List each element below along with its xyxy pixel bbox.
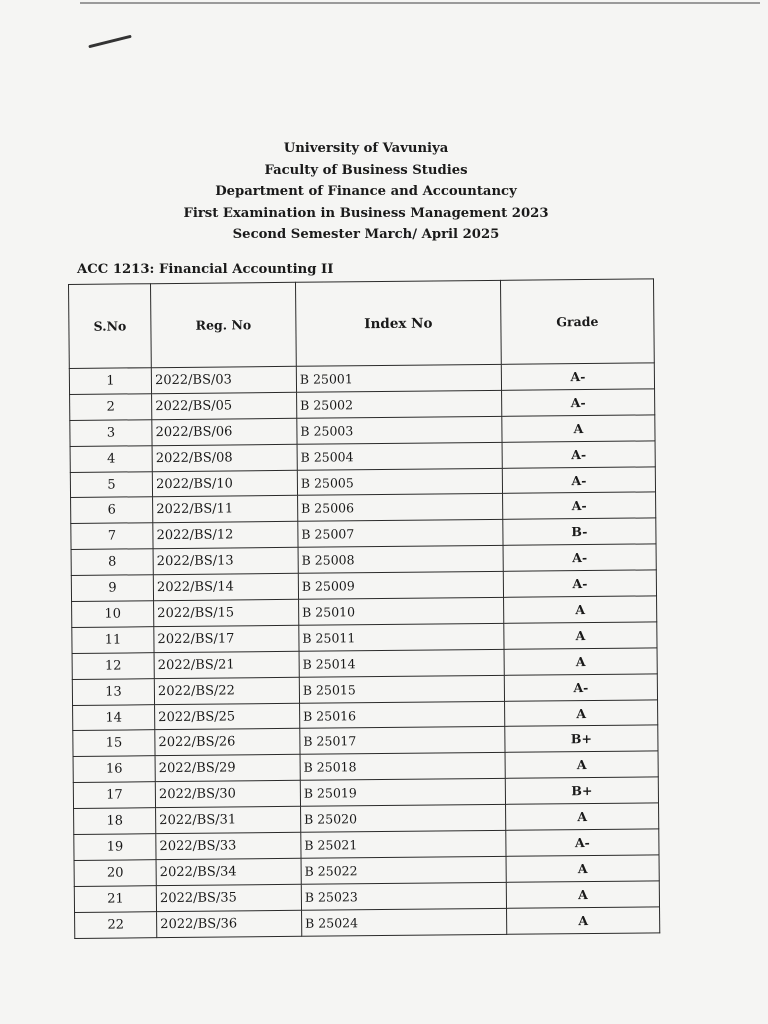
cell-sno: 6: [71, 497, 153, 524]
cell-reg-no: 2022/BS/15: [154, 599, 299, 626]
cell-grade: A: [506, 881, 659, 908]
cell-index-no: B 25003: [297, 416, 502, 444]
cell-reg-no: 2022/BS/05: [152, 392, 297, 419]
cell-index-no: B 25018: [300, 753, 505, 781]
cell-grade: A-: [504, 674, 657, 701]
cell-sno: 12: [72, 652, 154, 679]
cell-index-no: B 25008: [298, 546, 503, 574]
cell-reg-no: 2022/BS/10: [152, 470, 297, 497]
results-body: [69, 363, 659, 938]
cell-grade: B+: [505, 777, 658, 804]
cell-grade: A-: [502, 466, 655, 493]
cell-reg-no: 2022/BS/14: [153, 573, 298, 600]
header-reg-no: Reg. No: [151, 282, 297, 367]
cell-sno: 22: [75, 911, 157, 938]
cell-index-no: B 25022: [301, 856, 506, 884]
cell-index-no: B 25009: [298, 571, 503, 599]
header-index-no: Index No: [295, 280, 501, 366]
cell-index-no: B 25019: [300, 779, 505, 807]
cell-sno: 9: [71, 575, 153, 602]
cell-reg-no: 2022/BS/25: [155, 703, 300, 730]
cell-grade: A-: [503, 544, 656, 571]
cell-grade: A: [505, 699, 658, 726]
cell-reg-no: 2022/BS/12: [153, 522, 298, 549]
cell-index-no: B 25006: [297, 494, 502, 522]
cell-sno: 17: [73, 782, 155, 809]
cell-reg-no: 2022/BS/03: [151, 366, 296, 393]
cell-index-no: B 25001: [296, 364, 501, 392]
pen-mark: [88, 35, 131, 49]
table-row: [75, 907, 660, 939]
cell-grade: A: [505, 751, 658, 778]
cell-reg-no: 2022/BS/13: [153, 548, 298, 575]
cell-grade: A: [504, 648, 657, 675]
cell-reg-no: 2022/BS/35: [156, 884, 301, 911]
cell-index-no: B 25016: [299, 701, 504, 729]
cell-grade: A-: [501, 363, 654, 390]
semester-name: Second Semester March/ April 2025: [232, 227, 500, 242]
cell-sno: 13: [72, 678, 154, 705]
cell-reg-no: 2022/BS/33: [156, 832, 301, 859]
cell-reg-no: 2022/BS/17: [154, 625, 299, 652]
faculty-name: Faculty of Business Studies: [264, 162, 468, 178]
cell-index-no: B 25024: [301, 908, 506, 936]
cell-reg-no: 2022/BS/08: [152, 444, 297, 471]
cell-reg-no: 2022/BS/06: [152, 418, 297, 445]
scan-edge-line: [80, 2, 760, 4]
cell-grade: A: [506, 803, 659, 830]
cell-index-no: B 25010: [298, 597, 503, 625]
cell-index-no: B 25017: [300, 727, 505, 755]
table-header-row: [69, 279, 655, 369]
cell-sno: 15: [73, 730, 155, 757]
results-table: [68, 278, 660, 938]
cell-reg-no: 2022/BS/30: [155, 781, 300, 808]
cell-sno: 3: [70, 419, 152, 446]
cell-sno: 10: [72, 601, 154, 628]
cell-sno: 2: [70, 394, 152, 421]
cell-reg-no: 2022/BS/31: [156, 806, 301, 833]
cell-index-no: B 25002: [296, 390, 501, 418]
cell-sno: 5: [70, 471, 152, 498]
cell-sno: 11: [72, 627, 154, 654]
cell-sno: 18: [74, 808, 156, 835]
cell-index-no: B 25011: [299, 623, 504, 651]
examination-name: First Examination in Business Management 2023: [183, 205, 549, 221]
cell-index-no: B 25021: [301, 830, 506, 858]
cell-grade: A-: [506, 829, 659, 856]
cell-sno: 7: [71, 523, 153, 550]
cell-grade: A: [506, 855, 659, 882]
cell-grade: A-: [502, 389, 655, 416]
header-grade: Grade: [500, 279, 654, 364]
cell-reg-no: 2022/BS/36: [157, 910, 302, 937]
header-sno: S.No: [69, 284, 152, 369]
cell-index-no: B 25014: [299, 649, 504, 677]
cell-sno: 16: [73, 756, 155, 783]
cell-index-no: B 25005: [297, 468, 502, 496]
university-name: University of Vavuniya: [283, 141, 449, 156]
cell-reg-no: 2022/BS/26: [155, 729, 300, 756]
course-title: ACC 1213: Financial Accounting II: [77, 262, 334, 277]
cell-grade: A: [504, 622, 657, 649]
cell-sno: 20: [74, 860, 156, 887]
cell-grade: B+: [505, 725, 658, 752]
cell-index-no: B 25023: [301, 882, 506, 910]
cell-index-no: B 25015: [299, 675, 504, 703]
cell-grade: A-: [503, 570, 656, 597]
cell-grade: A-: [503, 492, 656, 519]
cell-grade: B-: [503, 518, 656, 545]
cell-grade: A: [504, 596, 657, 623]
cell-sno: 14: [73, 704, 155, 731]
cell-reg-no: 2022/BS/21: [154, 651, 299, 678]
cell-sno: 19: [74, 834, 156, 861]
cell-reg-no: 2022/BS/34: [156, 858, 301, 885]
cell-reg-no: 2022/BS/22: [154, 677, 299, 704]
cell-grade: A: [502, 415, 655, 442]
cell-grade: A: [506, 907, 659, 934]
cell-reg-no: 2022/BS/11: [153, 496, 298, 523]
cell-sno: 8: [71, 549, 153, 576]
cell-grade: A-: [502, 441, 655, 468]
cell-sno: 21: [74, 885, 156, 912]
cell-sno: 1: [69, 368, 151, 395]
cell-index-no: B 25007: [298, 520, 503, 548]
document-header: [160, 138, 572, 246]
cell-reg-no: 2022/BS/29: [155, 755, 300, 782]
department-name: Department of Finance and Accountancy: [215, 184, 517, 199]
cell-index-no: B 25004: [297, 442, 502, 470]
cell-sno: 4: [70, 445, 152, 472]
cell-index-no: B 25020: [300, 804, 505, 832]
